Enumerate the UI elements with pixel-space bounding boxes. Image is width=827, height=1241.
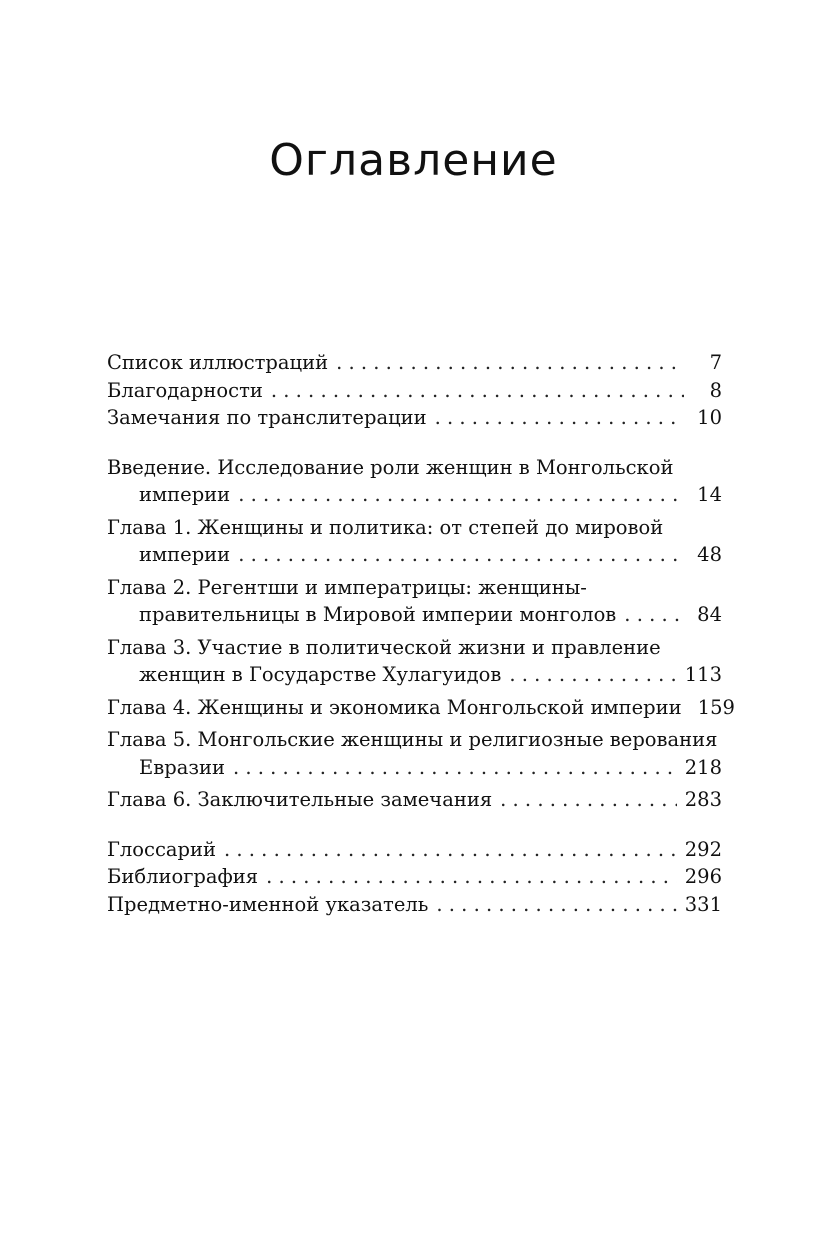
toc-entry-page: 10	[697, 406, 722, 429]
toc-entry[interactable]	[107, 377, 722, 405]
dot-leader	[224, 836, 677, 864]
dot-leader	[624, 601, 684, 629]
toc-entry-title-line: Глава 1. Женщины и политика: от степей до мировой	[107, 515, 664, 539]
toc-entry-title: Замечания по транслитерации	[107, 406, 427, 429]
toc-entry-page: 283	[684, 788, 722, 811]
dot-leader	[238, 481, 684, 509]
toc-entry-page: 218	[684, 755, 722, 779]
toc-entry[interactable]	[107, 404, 722, 432]
toc-entry-chapter-2[interactable]	[107, 574, 722, 629]
toc-entry-title-continuation: Евразии	[139, 755, 225, 779]
toc-entry-chapter-5[interactable]	[107, 726, 722, 781]
toc-entry-title: Глава 6. Заключительные замечания	[107, 788, 493, 811]
toc-entry-title-continuation: правительницы в Мировой империи монголов	[139, 603, 617, 626]
toc-entry-title: Библиография	[107, 865, 259, 888]
toc-entry-chapter-1[interactable]	[107, 514, 722, 569]
toc-entry-page: 113	[684, 663, 722, 686]
toc-entry-title: Предметно-именной указатель	[107, 892, 429, 916]
page-title: Оглавление	[269, 135, 558, 186]
toc-entry-title-line: Глава 3. Участие в политической жизни и правление	[107, 635, 661, 659]
dot-leader	[266, 863, 677, 891]
dot-leader	[233, 754, 677, 782]
table-of-contents	[107, 349, 735, 940]
toc-chapters	[107, 454, 735, 814]
dot-leader	[500, 786, 677, 814]
dot-leader	[509, 661, 676, 689]
toc-back-matter	[107, 836, 722, 919]
toc-entry-introduction[interactable]	[107, 454, 722, 509]
toc-entry-chapter-3[interactable]	[107, 634, 722, 689]
toc-entry-page: 296	[684, 865, 722, 888]
toc-entry-page: 48	[697, 543, 722, 566]
toc-entry-title-line: Глава 5. Монгольские женщины и религиозные верования	[107, 728, 718, 751]
dot-leader	[435, 404, 684, 432]
toc-entry-chapter-4[interactable]	[107, 694, 735, 722]
dot-leader	[271, 377, 684, 405]
toc-entry-title-continuation: империи	[139, 543, 231, 566]
toc-entry[interactable]	[107, 836, 722, 864]
toc-entry-page: 159	[697, 695, 735, 719]
toc-entry-title: Глава 4. Женщины и экономика Монгольской империи	[107, 695, 682, 719]
toc-entry-title: Список иллюстраций	[107, 351, 329, 374]
dot-leader	[238, 541, 684, 569]
toc-entry[interactable]	[107, 863, 722, 891]
toc-front-matter	[107, 349, 722, 432]
toc-entry-title-line: Введение. Исследование роли женщин в Монгольской	[107, 455, 674, 479]
dot-leader	[336, 349, 684, 377]
toc-entry-title-continuation: женщин в Государстве Хулагуидов	[139, 663, 502, 686]
toc-entry[interactable]	[107, 891, 722, 919]
toc-entry-title: Глоссарий	[107, 837, 216, 861]
toc-entry-page: 292	[684, 837, 722, 861]
toc-entry-title: Благодарности	[107, 378, 263, 402]
toc-entry-title-line: Глава 2. Регентши и императрицы: женщины-	[107, 575, 587, 599]
toc-entry[interactable]	[107, 349, 722, 377]
toc-entry-page: 84	[697, 603, 722, 626]
toc-entry-page: 14	[697, 483, 722, 506]
toc-entry-title-continuation: империи	[139, 483, 231, 506]
dot-leader	[436, 891, 676, 919]
toc-entry-page: 7	[709, 351, 722, 374]
toc-entry-chapter-6[interactable]	[107, 786, 722, 814]
toc-entry-page: 8	[709, 378, 722, 402]
toc-entry-page: 331	[684, 892, 722, 916]
